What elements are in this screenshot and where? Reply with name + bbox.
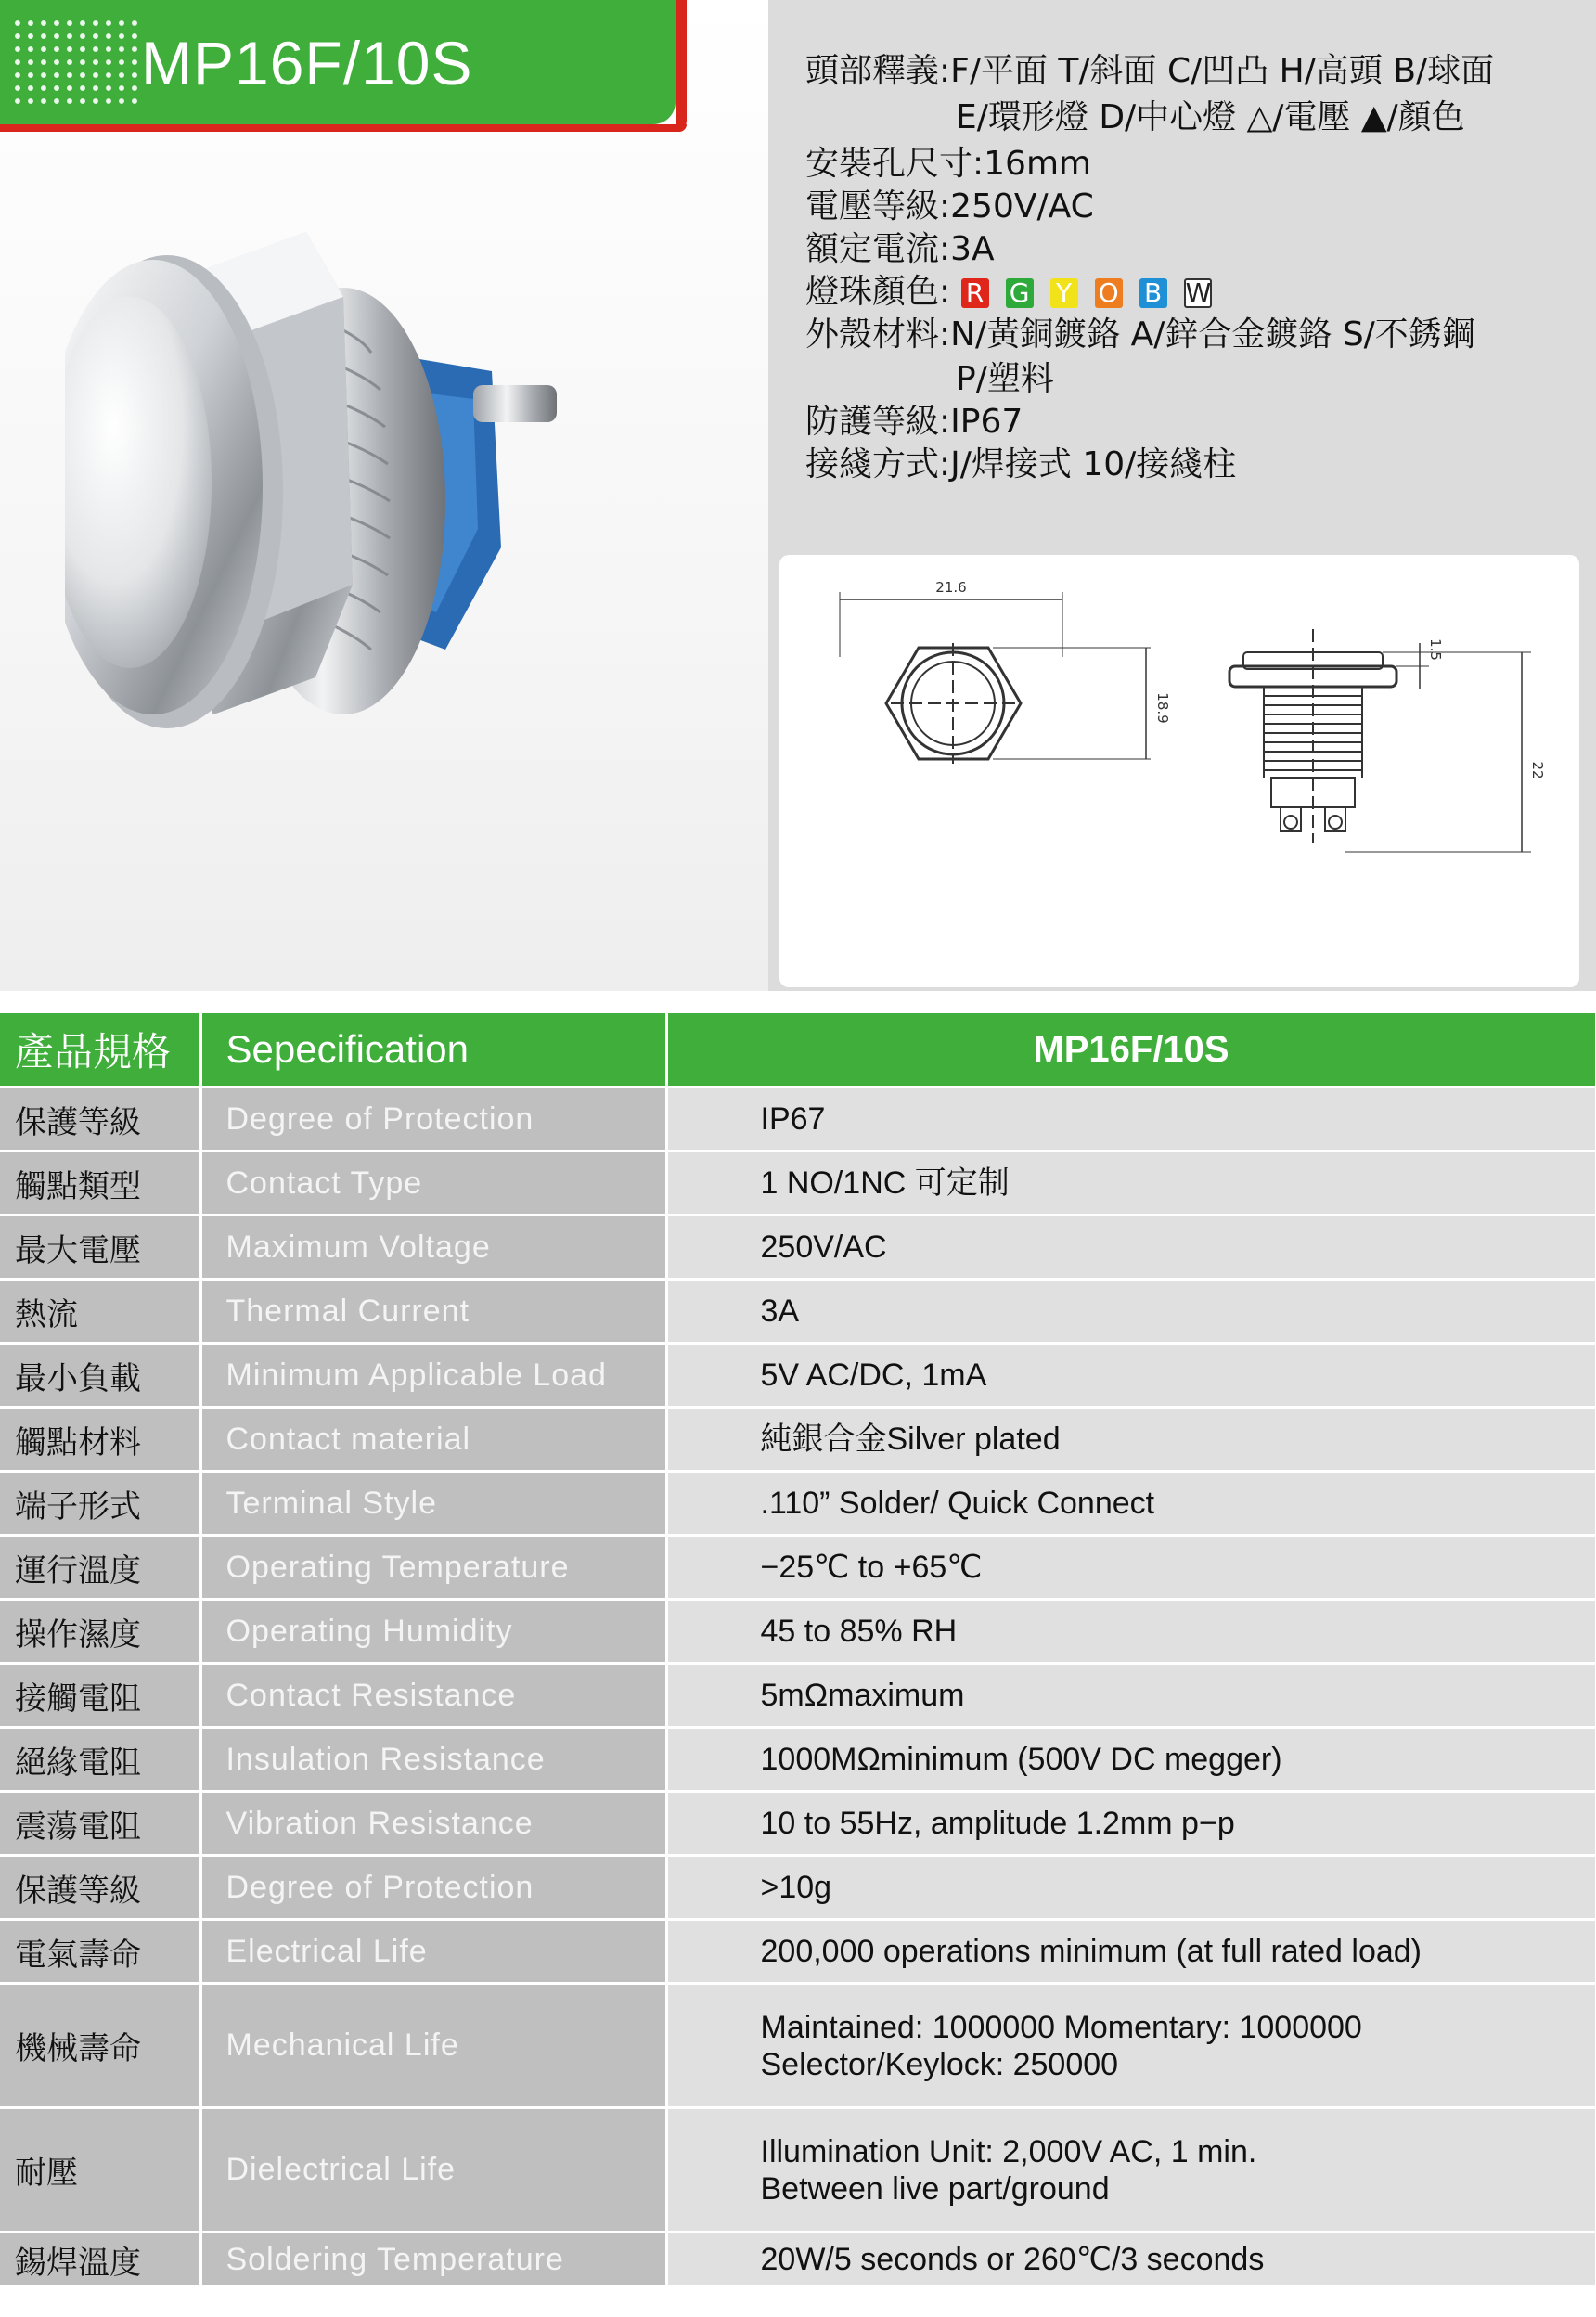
row-label-en: Contact material (200, 1408, 666, 1472)
spec-housing-material-cont: P/塑料 (956, 360, 1054, 398)
row-label-en: Vibration Resistance (200, 1792, 666, 1856)
row-label-en: Terminal Style (200, 1472, 666, 1536)
table-row (0, 1472, 1596, 1536)
row-value-line: 200,000 operations minimum (at full rated load) (760, 1934, 1422, 1969)
dimension-drawing (779, 555, 1579, 987)
table-row (0, 1536, 1596, 1600)
row-label-en: Minimum Applicable Load (200, 1344, 666, 1408)
row-value-line: 3A (760, 1294, 800, 1329)
row-label-en: Thermal Current (200, 1280, 666, 1344)
row-value (666, 1536, 1596, 1600)
row-value-line: 5mΩmaximum (760, 1678, 965, 1713)
row-label-cn: 觸點類型 (0, 1152, 200, 1216)
row-label-cn: 震蕩電阻 (0, 1792, 200, 1856)
top-section (0, 0, 1596, 991)
led-chip-y: Y (1050, 278, 1078, 308)
row-value-line: Selector/Keylock: 250000 (760, 2046, 1119, 2082)
spec-protection: 防護等級:IP67 (805, 403, 1023, 441)
table-row (0, 1920, 1596, 1984)
row-value-line: Between live part/ground (760, 2170, 1110, 2207)
page-title: MP16F/10S (141, 29, 473, 97)
row-value (666, 1920, 1596, 1984)
push-button-switch-image (65, 232, 714, 826)
row-label-cn: 觸點材料 (0, 1408, 200, 1472)
row-label-en: Degree of Protection (200, 1856, 666, 1920)
table-row (0, 1856, 1596, 1920)
led-chip-g: G (1006, 278, 1034, 308)
row-value-line: .110” Solder/ Quick Connect (760, 1486, 1155, 1521)
spec-housing-material: 外殼材料:N/黃銅鍍鉻 A/鋅合金鍍鉻 S/不銹鋼 (805, 315, 1475, 354)
table-row (0, 1984, 1596, 2108)
header-model: MP16F/10S (666, 1013, 1596, 1088)
row-value (666, 1664, 1596, 1728)
spec-current: 額定電流:3A (805, 230, 995, 268)
header-en: Sepecification (200, 1013, 666, 1088)
row-label-cn: 端子形式 (0, 1472, 200, 1536)
row-label-cn: 最大電壓 (0, 1216, 200, 1280)
row-label-cn: 最小負載 (0, 1344, 200, 1408)
table-row (0, 1280, 1596, 1344)
spec-head-types-cont: E/環形燈 D/中心燈 △/電壓 ▲/顏色 (956, 98, 1465, 136)
specification-table (0, 1013, 1596, 2288)
table-row (0, 1344, 1596, 1408)
row-value-line: 純銀合金Silver plated (760, 1422, 1061, 1457)
row-label-cn: 錫焊溫度 (0, 2233, 200, 2287)
spec-wiring: 接綫方式:J/焊接式 10/接綫柱 (805, 445, 1237, 483)
title-banner (0, 0, 687, 130)
led-color-chips (961, 273, 1229, 311)
spec-led-colors-label: 燈珠顏色: (805, 273, 951, 311)
row-label-cn: 保護等級 (0, 1088, 200, 1152)
row-value (666, 1408, 1596, 1472)
row-value-line: 10 to 55Hz, amplitude 1.2mm p−p (760, 1806, 1235, 1841)
table-row (0, 1152, 1596, 1216)
row-label-cn: 絕緣電阻 (0, 1728, 200, 1792)
row-value-line: 20W/5 seconds or 260℃/3 seconds (760, 2242, 1265, 2277)
row-value (666, 1088, 1596, 1152)
row-value (666, 1792, 1596, 1856)
row-value (666, 1984, 1596, 2108)
dot-pattern-decoration (11, 17, 141, 109)
row-label-cn: 接觸電阻 (0, 1664, 200, 1728)
row-value (666, 1472, 1596, 1536)
row-value (666, 1728, 1596, 1792)
table-row (0, 1600, 1596, 1664)
table-row (0, 1088, 1596, 1152)
row-label-cn: 電氣壽命 (0, 1920, 200, 1984)
row-value (666, 1600, 1596, 1664)
flange-dimension-label: 1.5 (1427, 638, 1444, 661)
row-label-cn: 熱流 (0, 1280, 200, 1344)
table-row (0, 1216, 1596, 1280)
row-label-cn: 耐壓 (0, 2108, 200, 2233)
length-dimension-label: 22 (1529, 761, 1546, 779)
row-value (666, 1344, 1596, 1408)
row-label-en: Degree of Protection (200, 1088, 666, 1152)
row-value-line: IP67 (760, 1101, 826, 1137)
row-label-en: Maximum Voltage (200, 1216, 666, 1280)
row-value-line: 1000MΩminimum (500V DC megger) (760, 1742, 1282, 1777)
width-dimension-label: 21.6 (935, 579, 967, 596)
row-value (666, 2233, 1596, 2287)
spec-led-colors (805, 265, 1229, 313)
table-row (0, 1664, 1596, 1728)
row-label-cn: 機械壽命 (0, 1984, 200, 2108)
row-label-en: Dielectrical Life (200, 2108, 666, 2233)
led-chip-w: W (1185, 277, 1212, 308)
row-value (666, 1216, 1596, 1280)
dimension-drawing-svg (779, 555, 1579, 987)
row-value-line: −25℃ to +65℃ (760, 1550, 983, 1585)
row-label-cn: 運行溫度 (0, 1536, 200, 1600)
led-chip-r: R (961, 278, 989, 308)
height-dimension-label: 18.9 (1154, 692, 1171, 724)
row-value (666, 1280, 1596, 1344)
spec-hole-size: 安裝孔尺寸:16mm (805, 145, 1092, 183)
row-label-en: Contact Type (200, 1152, 666, 1216)
table-row (0, 1408, 1596, 1472)
row-value-line: 45 to 85% RH (760, 1614, 958, 1649)
row-value-line: 250V/AC (760, 1229, 887, 1265)
product-photo-area (0, 0, 768, 991)
row-label-en: Insulation Resistance (200, 1728, 666, 1792)
row-label-cn: 保護等級 (0, 1856, 200, 1920)
table-row (0, 2108, 1596, 2233)
row-value-line: 1 NO/1NC 可定制 (760, 1165, 1010, 1201)
table-row (0, 2233, 1596, 2287)
led-chip-b: B (1139, 278, 1167, 308)
header-cn: 產品規格 (0, 1013, 200, 1088)
row-value-line: 5V AC/DC, 1mA (760, 1358, 987, 1393)
table-row (0, 1728, 1596, 1792)
table-row (0, 1792, 1596, 1856)
led-chip-o: O (1095, 278, 1123, 308)
row-label-cn: 操作濕度 (0, 1600, 200, 1664)
row-value (666, 2108, 1596, 2233)
table-body (0, 1088, 1596, 2287)
row-label-en: Electrical Life (200, 1920, 666, 1984)
row-label-en: Operating Humidity (200, 1600, 666, 1664)
spec-head-types: 頭部釋義:F/平面 T/斜面 C/凹凸 H/高頭 B/球面 (805, 52, 1495, 90)
table-header-row (0, 1013, 1596, 1088)
spec-voltage: 電壓等級:250V/AC (805, 187, 1094, 225)
row-value-line: Illumination Unit: 2,000V AC, 1 min. (760, 2133, 1257, 2169)
row-label-en: Operating Temperature (200, 1536, 666, 1600)
row-value-line: >10g (760, 1870, 832, 1905)
row-label-en: Mechanical Life (200, 1984, 666, 2108)
row-value-line: Maintained: 1000000 Momentary: 1000000 (760, 2009, 1362, 2045)
row-label-en: Contact Resistance (200, 1664, 666, 1728)
row-value (666, 1152, 1596, 1216)
row-value (666, 1856, 1596, 1920)
row-label-en: Soldering Temperature (200, 2233, 666, 2287)
